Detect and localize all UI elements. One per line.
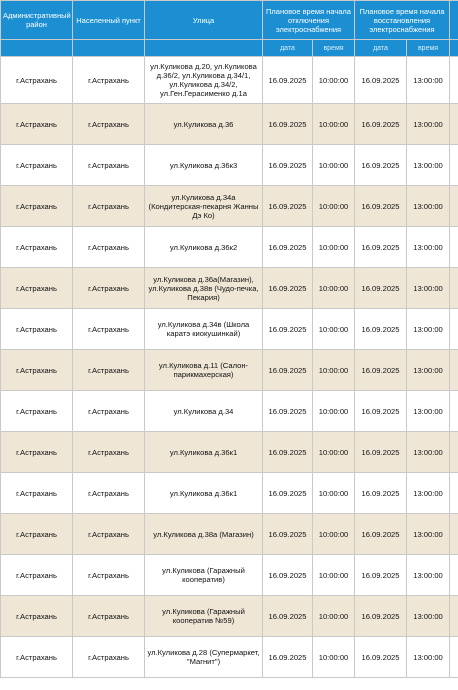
col-header-street: Улица (145, 1, 263, 40)
cell-locality: г.Астрахань (73, 350, 145, 391)
cell-off-date: 16.09.2025 (263, 268, 313, 309)
cell-off-date: 16.09.2025 (263, 145, 313, 186)
cell-off-time: 10:00:00 (313, 432, 355, 473)
cell-street: ул.Куликова д.34а (Кондитерская-пекарня Жанны Дэ Ко) (145, 186, 263, 227)
cell-off-date: 16.09.2025 (263, 514, 313, 555)
cell-street: ул.Куликова д.34 (145, 391, 263, 432)
cell-locality: г.Астрахань (73, 555, 145, 596)
subheader-blank (1, 40, 73, 57)
cell-district: г.Астрахань (1, 350, 73, 391)
subheader-on-time: время (407, 40, 450, 57)
cell-on-time: 13:00:00 (407, 432, 450, 473)
table-row (1, 350, 458, 391)
cell-off-date: 16.09.2025 (263, 473, 313, 514)
cell-on-date: 16.09.2025 (355, 227, 407, 268)
col-header-district: Административный район (1, 1, 73, 40)
cell-extra (450, 268, 458, 309)
cell-on-time: 13:00:00 (407, 57, 450, 104)
cell-off-date: 16.09.2025 (263, 104, 313, 145)
cell-on-date: 16.09.2025 (355, 391, 407, 432)
cell-on-time: 13:00:00 (407, 555, 450, 596)
cell-off-time: 10:00:00 (313, 145, 355, 186)
cell-locality: г.Астрахань (73, 145, 145, 186)
cell-locality: г.Астрахань (73, 57, 145, 104)
cell-district: г.Астрахань (1, 637, 73, 678)
col-header-restore-time: Плановое время начала восстановления электроснабжения (355, 1, 450, 40)
cell-district: г.Астрахань (1, 186, 73, 227)
cell-on-time: 13:00:00 (407, 268, 450, 309)
cell-extra (450, 309, 458, 350)
cell-on-date: 16.09.2025 (355, 514, 407, 555)
col-header-off-time: Плановое время начала отключения электроснабжения (263, 1, 355, 40)
cell-extra (450, 227, 458, 268)
cell-off-date: 16.09.2025 (263, 186, 313, 227)
cell-district: г.Астрахань (1, 268, 73, 309)
cell-on-time: 13:00:00 (407, 227, 450, 268)
cell-street: ул.Куликова д.28 (Супермаркет, "Магнит") (145, 637, 263, 678)
table-row (1, 555, 458, 596)
cell-street: ул.Куликова д.36к3 (145, 145, 263, 186)
cell-district: г.Астрахань (1, 596, 73, 637)
cell-off-time: 10:00:00 (313, 350, 355, 391)
cell-on-date: 16.09.2025 (355, 309, 407, 350)
cell-on-time: 13:00:00 (407, 473, 450, 514)
cell-on-date: 16.09.2025 (355, 57, 407, 104)
table-row (1, 227, 458, 268)
cell-off-date: 16.09.2025 (263, 555, 313, 596)
cell-off-time: 10:00:00 (313, 104, 355, 145)
cell-street: ул.Куликова д.34в (Школа каратэ киокушинкай) (145, 309, 263, 350)
cell-off-time: 10:00:00 (313, 473, 355, 514)
table-row (1, 391, 458, 432)
cell-off-date: 16.09.2025 (263, 57, 313, 104)
cell-locality: г.Астрахань (73, 514, 145, 555)
cell-locality: г.Астрахань (73, 596, 145, 637)
cell-off-time: 10:00:00 (313, 309, 355, 350)
cell-off-time: 10:00:00 (313, 637, 355, 678)
table-row (1, 432, 458, 473)
col-header-locality: Населенный пункт (73, 1, 145, 40)
cell-street: ул.Куликова д.36к2 (145, 227, 263, 268)
cell-locality: г.Астрахань (73, 637, 145, 678)
cell-street: ул.Куликова (Гаражный кооператив) (145, 555, 263, 596)
cell-extra (450, 637, 458, 678)
cell-extra (450, 145, 458, 186)
cell-street: ул.Куликова д.36к1 (145, 473, 263, 514)
cell-off-time: 10:00:00 (313, 227, 355, 268)
subheader-off-date: дата (263, 40, 313, 57)
cell-locality: г.Астрахань (73, 391, 145, 432)
cell-on-date: 16.09.2025 (355, 473, 407, 514)
cell-extra (450, 514, 458, 555)
cell-district: г.Астрахань (1, 104, 73, 145)
cell-district: г.Астрахань (1, 555, 73, 596)
table-row (1, 637, 458, 678)
subheader-blank (145, 40, 263, 57)
cell-on-date: 16.09.2025 (355, 596, 407, 637)
cell-off-date: 16.09.2025 (263, 350, 313, 391)
cell-off-date: 16.09.2025 (263, 391, 313, 432)
cell-district: г.Астрахань (1, 145, 73, 186)
subheader-off-time: время (313, 40, 355, 57)
cell-locality: г.Астрахань (73, 473, 145, 514)
table-row (1, 57, 458, 104)
cell-street: ул.Куликова д.36а(Магазин), ул.Куликова д.38в (Чудо-печка, Пекария) (145, 268, 263, 309)
table-body (1, 57, 458, 678)
cell-extra (450, 57, 458, 104)
cell-off-time: 10:00:00 (313, 186, 355, 227)
cell-on-date: 16.09.2025 (355, 268, 407, 309)
cell-on-date: 16.09.2025 (355, 555, 407, 596)
cell-off-time: 10:00:00 (313, 268, 355, 309)
table-row (1, 473, 458, 514)
cell-extra (450, 104, 458, 145)
cell-off-time: 10:00:00 (313, 57, 355, 104)
cell-extra (450, 350, 458, 391)
cell-locality: г.Астрахань (73, 227, 145, 268)
cell-on-time: 13:00:00 (407, 514, 450, 555)
table-row (1, 309, 458, 350)
header-row (1, 1, 458, 40)
cell-extra (450, 555, 458, 596)
cell-on-time: 13:00:00 (407, 350, 450, 391)
cell-on-time: 13:00:00 (407, 145, 450, 186)
cell-on-date: 16.09.2025 (355, 637, 407, 678)
cell-off-time: 10:00:00 (313, 555, 355, 596)
cell-on-date: 16.09.2025 (355, 432, 407, 473)
cell-street: ул.Куликова д.36к1 (145, 432, 263, 473)
cell-on-date: 16.09.2025 (355, 104, 407, 145)
cell-on-time: 13:00:00 (407, 104, 450, 145)
cell-extra (450, 391, 458, 432)
table-row (1, 596, 458, 637)
table-row (1, 186, 458, 227)
cell-street: ул.Куликова (Гаражный кооператив №59) (145, 596, 263, 637)
cell-district: г.Астрахань (1, 514, 73, 555)
cell-locality: г.Астрахань (73, 432, 145, 473)
cell-street: ул.Куликова д.36 (145, 104, 263, 145)
cell-off-date: 16.09.2025 (263, 637, 313, 678)
cell-on-time: 13:00:00 (407, 309, 450, 350)
table-row (1, 268, 458, 309)
cell-district: г.Астрахань (1, 473, 73, 514)
cell-on-date: 16.09.2025 (355, 145, 407, 186)
cell-on-time: 13:00:00 (407, 596, 450, 637)
cell-on-time: 13:00:00 (407, 391, 450, 432)
cell-extra (450, 596, 458, 637)
subheader-blank (73, 40, 145, 57)
cell-off-date: 16.09.2025 (263, 596, 313, 637)
cell-district: г.Астрахань (1, 432, 73, 473)
table-row (1, 514, 458, 555)
subheader-row (1, 40, 458, 57)
cell-on-time: 13:00:00 (407, 637, 450, 678)
cell-on-date: 16.09.2025 (355, 186, 407, 227)
subheader-on-date: дата (355, 40, 407, 57)
cell-off-date: 16.09.2025 (263, 227, 313, 268)
cell-district: г.Астрахань (1, 309, 73, 350)
cell-locality: г.Астрахань (73, 104, 145, 145)
cell-locality: г.Астрахань (73, 268, 145, 309)
cell-extra (450, 186, 458, 227)
table-row (1, 104, 458, 145)
cell-off-date: 16.09.2025 (263, 309, 313, 350)
cell-off-time: 10:00:00 (313, 514, 355, 555)
cell-on-time: 13:00:00 (407, 186, 450, 227)
cell-district: г.Астрахань (1, 227, 73, 268)
cell-on-date: 16.09.2025 (355, 350, 407, 391)
cell-street: ул.Куликова д.20, ул.Куликова д.36/2, ул.Куликова д.34/1, ул.Куликова д.34/2, ул.Ген.Герасименко д.1а (145, 57, 263, 104)
cell-district: г.Астрахань (1, 391, 73, 432)
cell-extra (450, 432, 458, 473)
cell-street: ул.Куликова д.11 (Салон-парикмахерская) (145, 350, 263, 391)
cell-locality: г.Астрахань (73, 309, 145, 350)
cell-street: ул.Куликова д.38а (Магазин) (145, 514, 263, 555)
cell-locality: г.Астрахань (73, 186, 145, 227)
cell-off-time: 10:00:00 (313, 596, 355, 637)
cell-extra (450, 473, 458, 514)
cell-off-date: 16.09.2025 (263, 432, 313, 473)
subheader-blank (450, 40, 458, 57)
cell-district: г.Астрахань (1, 57, 73, 104)
table-row (1, 145, 458, 186)
col-header-extra (450, 1, 458, 40)
cell-off-time: 10:00:00 (313, 391, 355, 432)
